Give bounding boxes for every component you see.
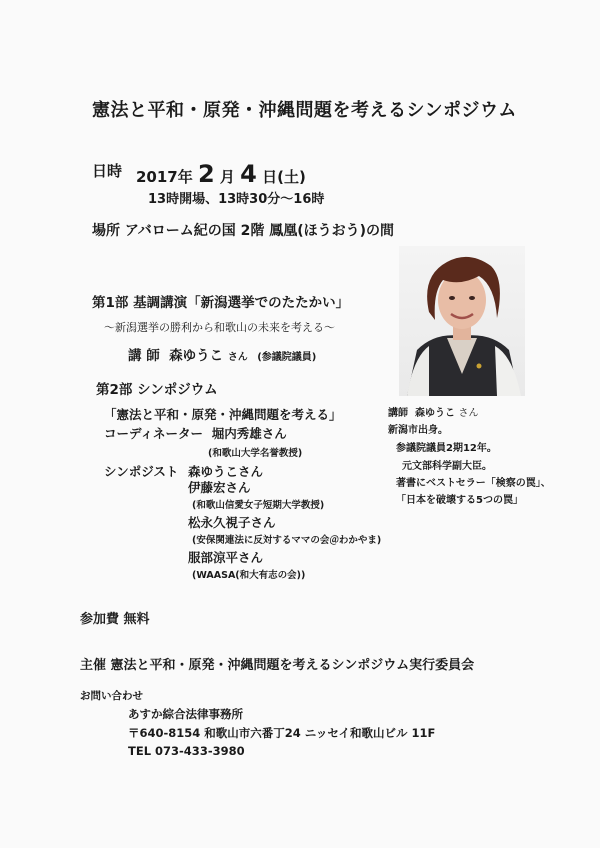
part1-heading: 第1部 基調講演「新潟選挙でのたたかい」 [92, 295, 350, 311]
part2-heading: 第2部 シンポジウム [96, 382, 218, 398]
part1-subtitle: ～新潟選挙の勝利から和歌山の未来を考える～ [104, 321, 335, 334]
lecturer-name: 森ゆうこ [169, 348, 224, 364]
panelist-name: 松永久視子さん [188, 515, 276, 530]
event-date [136, 160, 306, 188]
bio-honorific: さん [458, 408, 479, 419]
bio-hometown: 新潟市出身。 [388, 425, 448, 436]
bio-career: 参議院議員2期12年。 [396, 443, 497, 454]
date-month-unit: 月 [219, 168, 235, 186]
coordinator-name: 堀内秀雄さん [211, 426, 287, 441]
bio-label: 講師 [388, 408, 408, 419]
date-day-unit: 日(土) [262, 168, 306, 186]
inquiry-phone: TEL 073-433-3980 [128, 744, 245, 758]
inquiry-office: あすか綜合法律事務所 [128, 707, 243, 721]
bio-book-title: 「日本を破壊する5つの罠」 [396, 495, 523, 506]
lecturer-label: 講 師 [128, 348, 160, 364]
inquiry-label: お問い合わせ [80, 690, 143, 702]
coordinator-line [104, 424, 287, 442]
date-year: 2017年 [136, 168, 193, 186]
organizer: 主催 憲法と平和・原発・沖縄問題を考えるシンポジウム実行委員会 [80, 658, 475, 673]
admission-fee: 参加費 無料 [80, 612, 150, 627]
date-label: 日時 [92, 162, 123, 180]
date-month-number: 2 [197, 160, 215, 188]
panelist-name: 伊藤宏さん [188, 480, 251, 495]
symposium-title: 「憲法と平和・原発・沖縄問題を考える」 [104, 407, 342, 422]
panelist-affiliation: (WAASA(和大有志の会)) [192, 570, 306, 581]
date-day-number: 4 [240, 160, 257, 188]
lecturer-role: (参議院議員) [257, 352, 317, 363]
panelist-name: 森ゆうこさん [188, 464, 264, 479]
panelist-affiliation: (安保関連法に反対するママの会＠わかやま) [192, 535, 382, 546]
inquiry-address: 〒640-8154 和歌山市六番丁24 ニッセイ和歌山ビル 11F [128, 726, 436, 740]
lecturer-line [128, 344, 316, 364]
bio-books: 著書にベストセラー「検察の罠」、 [396, 478, 551, 489]
bio-former-post: 元文部科学副大臣。 [402, 461, 492, 472]
bio-name: 森ゆうこ [414, 408, 455, 419]
event-time: 13時開場、13時30分～16時 [148, 192, 325, 207]
panelists-label: シンポジスト [104, 464, 179, 479]
panelist-name: 服部涼平さん [188, 550, 264, 565]
bio-lecturer-line [388, 404, 478, 419]
flyer-title: 憲法と平和・原発・沖縄問題を考えるシンポジウム [92, 100, 517, 121]
event-place: 場所 アバローム紀の国 2階 鳳凰(ほうおう)の間 [92, 223, 395, 239]
coordinator-label: コーディネーター [104, 426, 204, 441]
coordinator-affiliation: (和歌山大学名誉教授) [208, 448, 303, 459]
lecturer-photo [399, 246, 525, 396]
panelist-affiliation: (和歌山信愛女子短期大学教授) [192, 500, 325, 511]
lecturer-honorific: さん [227, 352, 248, 363]
